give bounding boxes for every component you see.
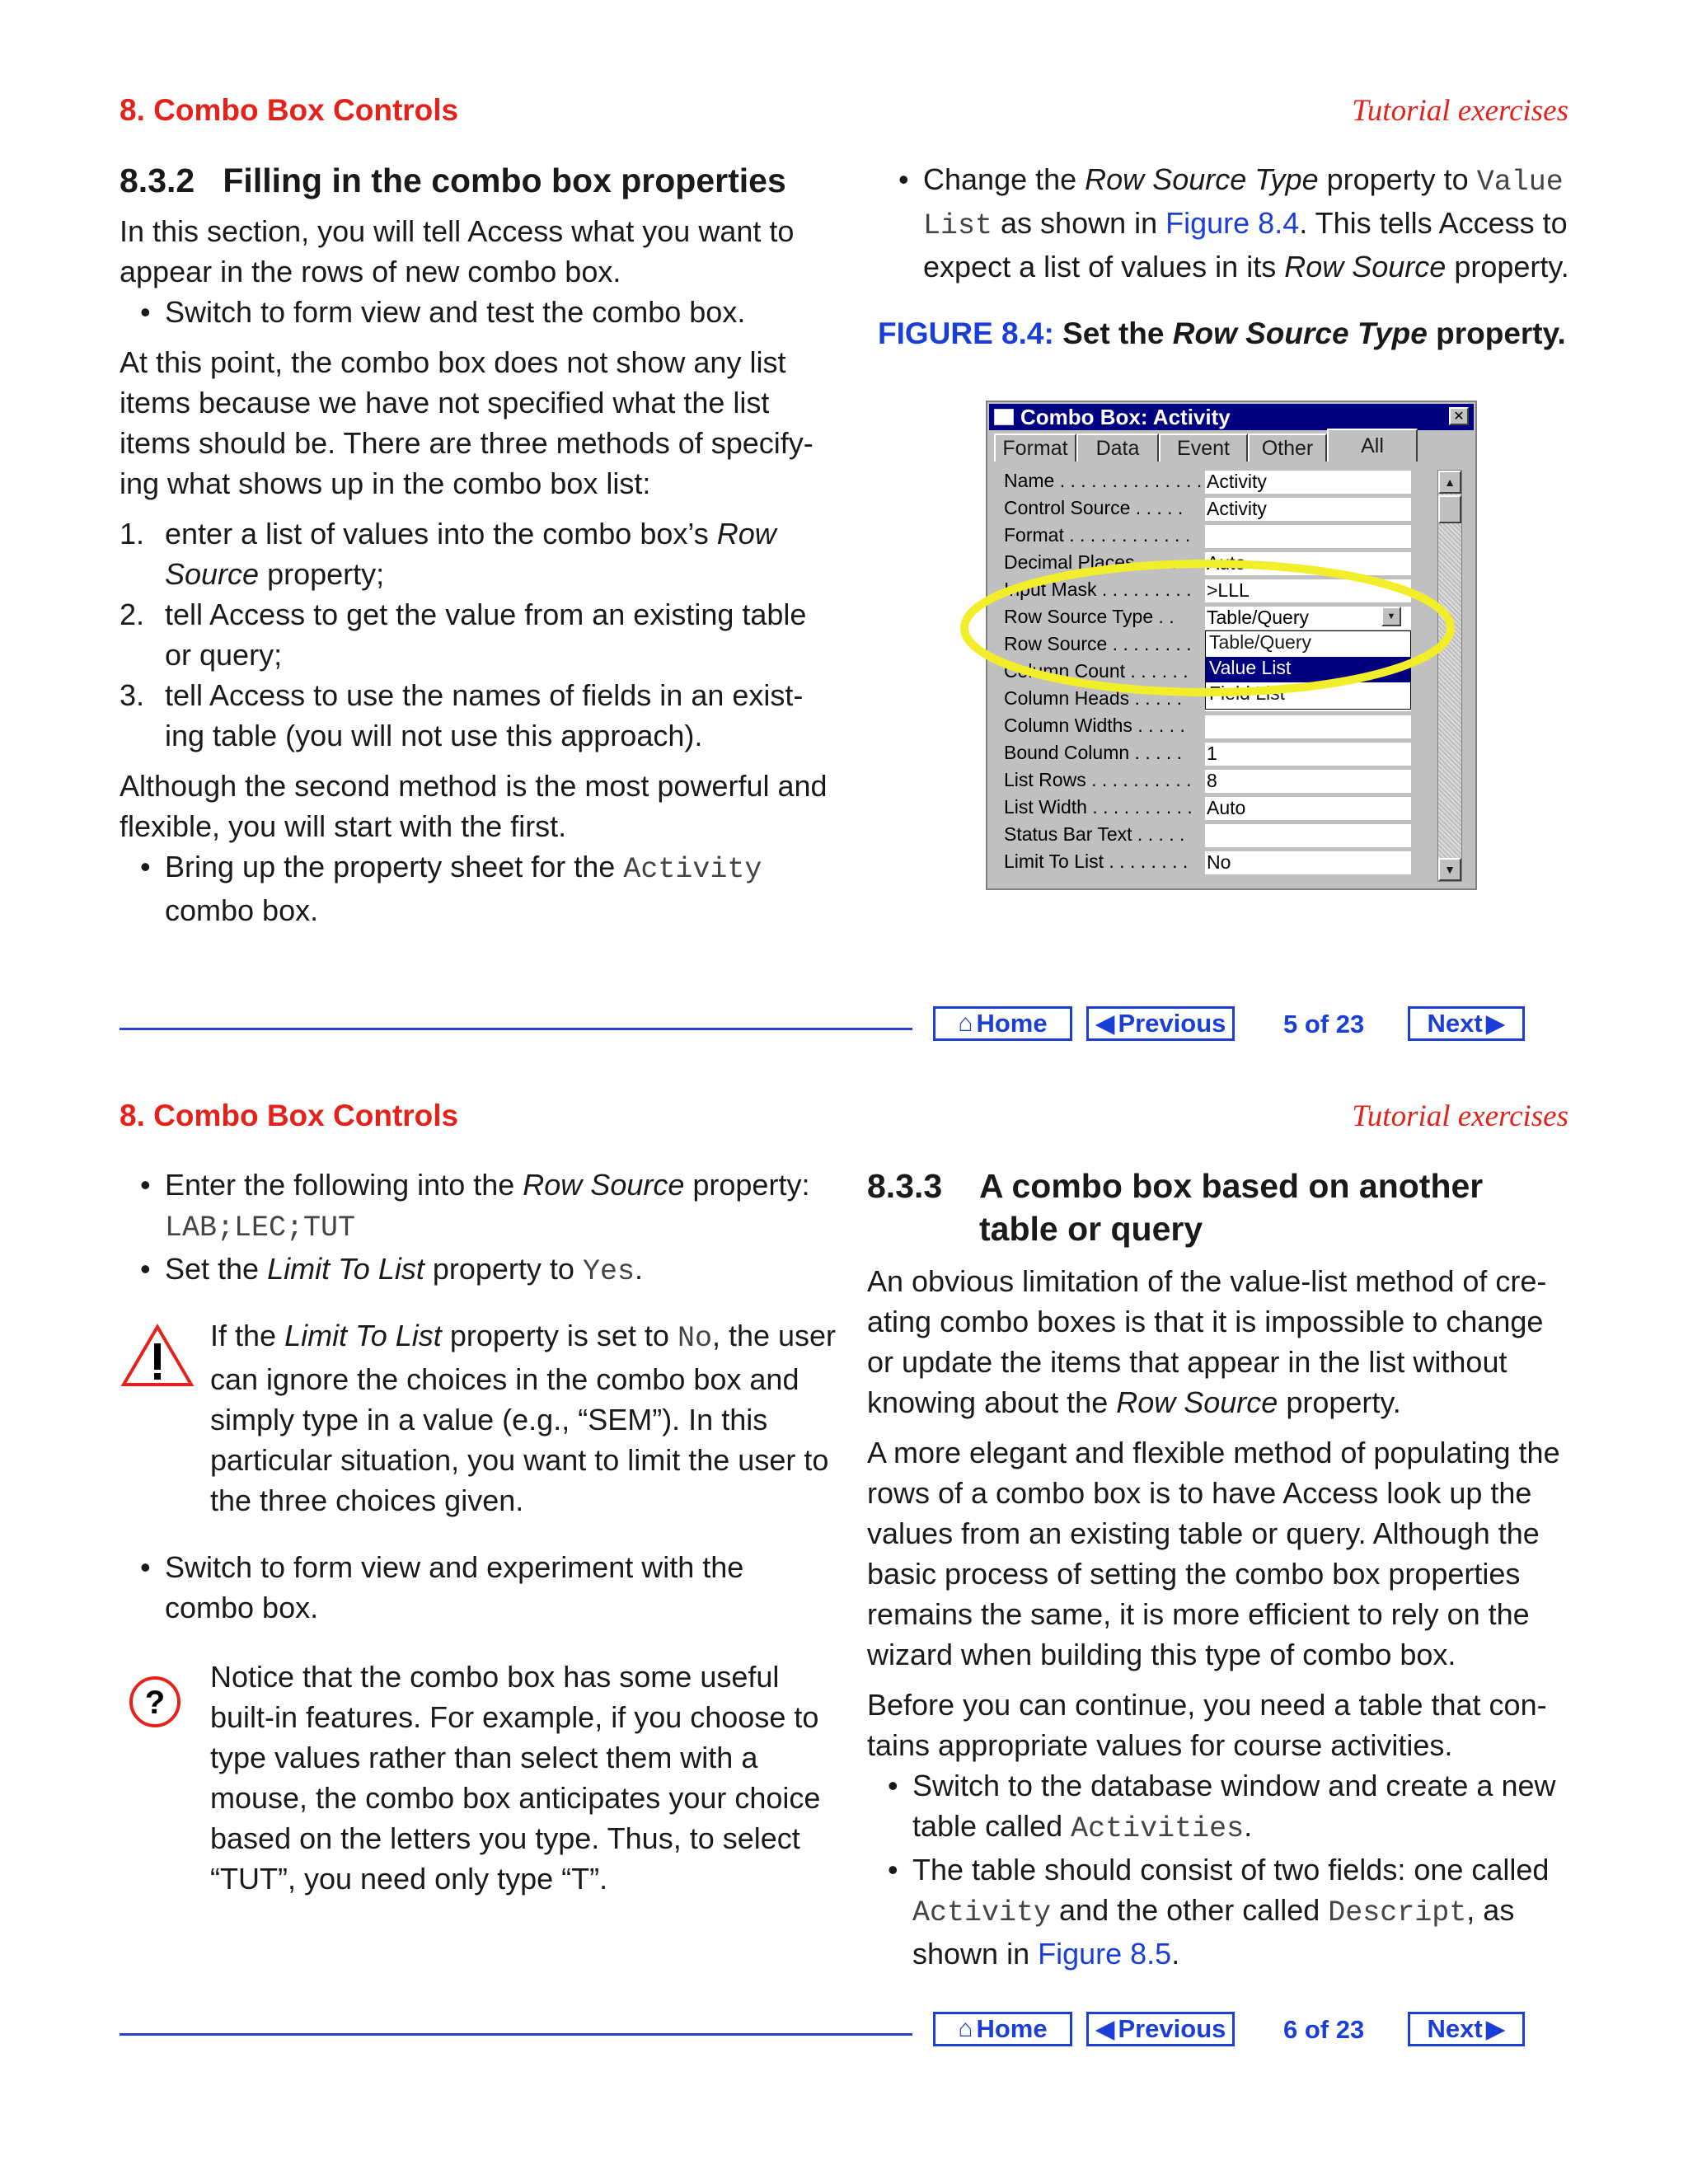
heading-number: 8.3.2 — [120, 162, 195, 199]
dialog-titlebar — [989, 404, 1474, 430]
methods-paragraph: At this point, the combo box does not show any list items because we have not specified what the list items should be. There are three methods of specify-ing what shows up in the combo box list: — [120, 345, 814, 500]
before-paragraph: Before you can continue, you need a table that con-tains appropriate values for course activities. — [867, 1688, 1547, 1762]
list-item: 1. enter a list of values into the combo box’s Row Source property; — [120, 513, 837, 594]
property-label: Row Source . . . . . . . . — [1004, 633, 1192, 654]
highlight-ellipse-shape — [964, 564, 1451, 692]
page-counter: 5 of 23 — [1283, 1010, 1365, 1038]
tab-event[interactable]: Event — [1159, 434, 1248, 462]
list-item: 3. tell Access to use the names of fields in an exist-ing table (you will not use this approach). — [120, 675, 837, 756]
property-label: Bound Column . . . . . — [1004, 742, 1183, 763]
chapter-header: 8. Combo Box Controls — [120, 93, 459, 127]
arrow-right-icon: ▶ — [1485, 1009, 1506, 1038]
property-value[interactable]: Table/Query — [1205, 607, 1411, 630]
intro-paragraph: In this section, you will tell Access what you want to appear in the rows of new combo box. — [120, 214, 795, 288]
property-value[interactable]: No — [1205, 851, 1411, 874]
property-value[interactable]: Activity — [1205, 471, 1411, 494]
arrow-left-icon: ◀ — [1095, 2014, 1115, 2043]
figure-8-4-link[interactable]: Figure 8.4 — [1165, 206, 1300, 240]
chapter-header: 8. Combo Box Controls — [120, 1099, 459, 1132]
previous-button[interactable]: ◀ Previous — [1086, 1006, 1235, 1041]
page2-right-column — [867, 1261, 1576, 1974]
dialog-close-button[interactable]: ✕ — [1449, 407, 1469, 425]
page2-left-column — [120, 1165, 837, 1292]
property-label: List Width . . . . . . . . . . — [1004, 796, 1193, 818]
property-row[interactable] — [1002, 769, 1431, 794]
bullet-limit-to-list: • Set the Limit To List property to Yes. — [120, 1249, 837, 1292]
bullet-enter-row-source: • Enter the following into the Row Source property: LAB;LEC;TUT — [120, 1165, 837, 1249]
section-type-header: Tutorial exercises — [1352, 1099, 1568, 1133]
bullet-experiment: • Switch to form view and experiment with the combo box. — [120, 1547, 837, 1628]
property-tabs — [994, 434, 1418, 463]
page1-left-column — [120, 211, 837, 930]
dropdown-option-selected[interactable]: Value List — [1206, 657, 1410, 682]
footer-rule — [120, 2033, 912, 2036]
tab-other[interactable]: Other — [1248, 434, 1327, 462]
property-label: Limit To List . . . . . . . . — [1004, 851, 1189, 872]
property-label: Row Source Type . . — [1004, 606, 1175, 627]
property-label: Name . . . . . . . . . . . . . . — [1004, 470, 1202, 491]
property-label: Column Heads . . . . . — [1004, 687, 1183, 709]
property-value[interactable]: 8 — [1205, 770, 1411, 793]
dialog-title: Combo Box: Activity — [1020, 404, 1231, 429]
property-label: Status Bar Text . . . . . — [1004, 823, 1185, 845]
bullet-form-view: • Switch to form view and test the combo box. — [120, 292, 837, 332]
scroll-up-icon[interactable]: ▲ — [1438, 471, 1461, 494]
property-value[interactable]: Auto — [1205, 797, 1411, 820]
bullet-create-table: • Switch to the database window and create a new table called Activities. — [867, 1765, 1576, 1849]
property-label: Control Source . . . . . — [1004, 497, 1184, 518]
warning-note: If the Limit To List property is set to No, the user can ignore the choices in the combo box and simply type in a value (e.g., “SEM”). In this particular situation, you want to limit the user to the three choices given. — [210, 1319, 837, 1517]
section-heading — [120, 159, 861, 202]
figure-8-5-link[interactable]: Figure 8.5 — [1038, 1937, 1172, 1971]
warning-icon — [120, 1324, 195, 1388]
property-value[interactable]: Auto — [1205, 552, 1411, 575]
property-label: Format . . . . . . . . . . . . — [1004, 524, 1191, 546]
property-row[interactable] — [1002, 497, 1431, 523]
list-number: 3. — [120, 678, 145, 712]
property-row[interactable] — [1002, 715, 1431, 740]
property-label: Input Mask . . . . . . . . . — [1004, 579, 1192, 600]
row-source-value: LAB;LEC;TUT — [165, 1212, 356, 1244]
arrow-left-icon: ◀ — [1095, 1009, 1115, 1038]
property-value[interactable]: Activity — [1205, 498, 1411, 521]
property-row[interactable] — [1002, 524, 1431, 550]
property-value[interactable] — [1205, 525, 1411, 548]
bullet-row-source-type: • Change the Row Source Type property to Value List as shown in Figure 8.4. This tells Access to expect a list of values in its Row Source property. — [878, 159, 1578, 287]
section-heading — [867, 1165, 1568, 1250]
list-number: 1. — [120, 517, 145, 551]
home-button[interactable]: ⌂ Home — [933, 1006, 1072, 1041]
list-number: 2. — [120, 598, 145, 631]
home-button[interactable]: ⌂ Home — [933, 2012, 1072, 2046]
limitation-paragraph: An obvious limitation of the value-list method of cre-ating combo boxes is that it is impossible to change or update the items that appear in the list without knowing about the Row Source property. — [867, 1264, 1547, 1419]
property-value[interactable] — [1205, 715, 1411, 738]
page-counter: 6 of 23 — [1283, 2015, 1365, 2044]
tab-format[interactable]: Format — [994, 434, 1076, 462]
property-row[interactable] — [1002, 742, 1431, 767]
list-item: 2. tell Access to get the value from an existing table or query; — [120, 594, 837, 675]
chevron-down-icon[interactable]: ▼ — [1381, 607, 1401, 626]
footer-rule — [120, 1028, 912, 1030]
page1-right-column — [878, 159, 1578, 287]
question-icon — [128, 1675, 182, 1729]
tip-note: Notice that the combo box has some useful built-in features. For example, if you choose to type values rather than select them with a mouse, the combo box anticipates your choice based on the letters you type. Thus, to select “TUT”, you need only type “T”. — [210, 1660, 821, 1896]
bullet-property-sheet: • Bring up the property sheet for the Activity combo box. — [120, 846, 837, 930]
property-label: Column Widths . . . . . — [1004, 715, 1185, 736]
home-icon: ⌂ — [958, 2015, 973, 2042]
section-type-header: Tutorial exercises — [1352, 94, 1568, 128]
home-icon: ⌂ — [958, 1010, 973, 1037]
tab-all[interactable]: All — [1327, 429, 1418, 462]
property-value[interactable]: 1 — [1205, 743, 1411, 766]
property-value[interactable] — [1205, 824, 1411, 847]
scroll-down-icon[interactable]: ▼ — [1438, 858, 1461, 881]
dialog-app-icon — [994, 409, 1014, 425]
heading-number: 8.3.3 — [867, 1167, 943, 1205]
property-row[interactable] — [1002, 851, 1431, 876]
svg-text:?: ? — [144, 1685, 166, 1721]
next-button[interactable]: Next ▶ — [1408, 2012, 1525, 2046]
heading-title: Filling in the combo box properties — [223, 162, 786, 199]
heading-title: A combo box based on another table or query — [979, 1167, 1484, 1248]
tab-data[interactable]: Data — [1076, 434, 1159, 462]
dropdown-option[interactable]: Table/Query — [1209, 631, 1312, 653]
bullet-experiment-block — [120, 1547, 837, 1628]
next-button[interactable]: Next ▶ — [1408, 1006, 1525, 1041]
bullet-table-fields: • The table should consist of two fields: one called Activity and the other called Descript, as shown in Figure 8.5. — [867, 1849, 1576, 1974]
property-label: Column Count . . . . . . — [1004, 660, 1189, 682]
property-row[interactable] — [1002, 470, 1431, 495]
property-row[interactable] — [1002, 823, 1431, 849]
property-label: List Rows . . . . . . . . . . — [1004, 769, 1192, 790]
property-label: Decimal Places . . . . — [1004, 551, 1177, 573]
figure-caption: FIGURE 8.4: Set the Row Source Type property. — [878, 316, 1566, 350]
property-value[interactable]: >LLL — [1205, 579, 1411, 602]
highlight-ellipse — [956, 554, 1459, 702]
powerful-paragraph: Although the second method is the most powerful and flexible, you will start with the first. — [120, 769, 828, 843]
property-row[interactable] — [1002, 796, 1431, 822]
arrow-right-icon: ▶ — [1485, 2014, 1506, 2043]
scroll-thumb[interactable] — [1438, 495, 1461, 523]
dropdown-option[interactable]: Field List — [1209, 682, 1286, 704]
elegant-paragraph: A more elegant and flexible method of populating the rows of a combo box is to have Access look up the values from an existing table or query. Although the basic process of setting the combo box properties remains the same, it is more efficient to rely on the wizard when building this type of combo box. — [867, 1436, 1560, 1671]
previous-button[interactable]: ◀ Previous — [1086, 2012, 1235, 2046]
